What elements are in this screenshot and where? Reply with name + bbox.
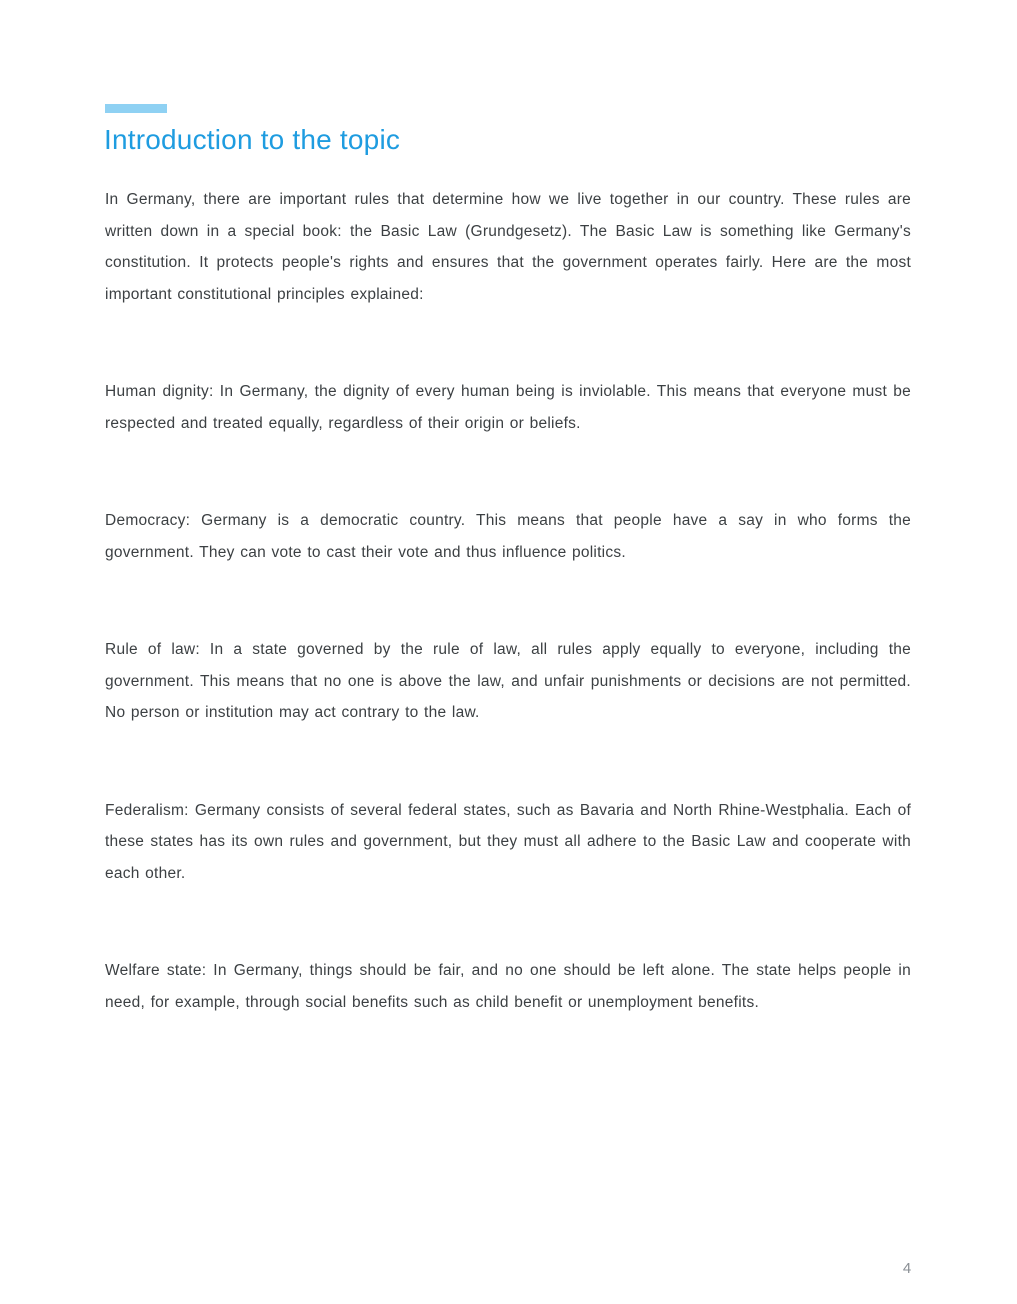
paragraph-welfare-state: Welfare state: In Germany, things should be fair, and no one should be left alone. The state helps people in need, for example, through social benefits such as child benefit or unemployment benefits. (105, 962, 911, 1011)
paragraph-rule-of-law: Rule of law: In a state governed by the rule of law, all rules apply equally to everyone, including the government. This means that no one is above the law, and unfair punishments or decisions are not permitted. No person or institution may act contrary to the law. (105, 641, 911, 721)
paragraph-human-dignity: Human dignity: In Germany, the dignity of every human being is inviolable. This means that everyone must be respected and treated equally, regardless of their origin or beliefs. (105, 383, 911, 432)
page-number: 4 (902, 1260, 912, 1277)
paragraph-intro: In Germany, there are important rules that determine how we live together in our country. These rules are written down in a special book: the Basic Law (Grundgesetz). The Basic Law is something like Germany's constitution. It protects people's rights and ensures that the government operates fairly. Here are the most important constitutional principles explained: (105, 191, 911, 303)
page-title: Introduction to the topic (104, 124, 401, 155)
paragraph-democracy: Democracy: Germany is a democratic country. This means that people have a say in who forms the government. They can vote to cast their vote and thus influence politics. (105, 512, 911, 561)
paragraph-federalism: Federalism: Germany consists of several federal states, such as Bavaria and North Rhine-Westphalia. Each of these states has its own rules and government, but they must all adhere to the Basic Law and cooperate with each other. (105, 801, 911, 882)
heading-accent-bar (105, 104, 167, 113)
document-body (105, 184, 911, 1084)
